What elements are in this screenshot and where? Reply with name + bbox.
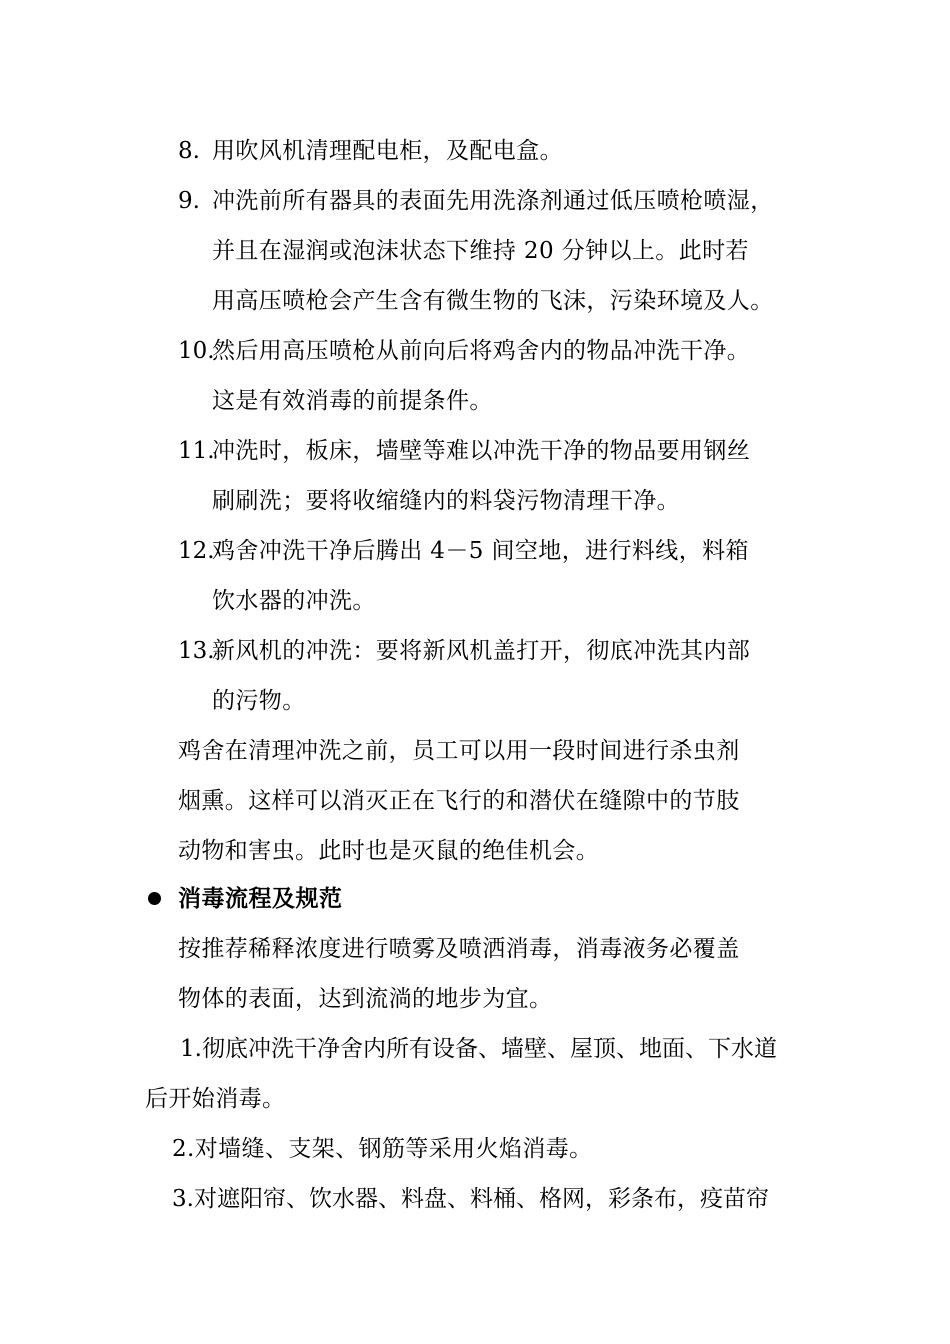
list-item-text: 刷刷洗；要将收缩缝内的料袋污物清理干净。 bbox=[212, 488, 680, 514]
step-line: 1.彻底冲洗干净舍内所有设备、墙壁、屋顶、地面、下水道 bbox=[180, 1036, 777, 1062]
list-item-text: 新风机的冲洗：要将新风机盖打开，彻底冲洗其内部 bbox=[212, 638, 751, 664]
step-line: 3.对遮阳帘、饮水器、料盘、料桶、格网，彩条布，疫苗帘 bbox=[172, 1186, 769, 1212]
list-item-text: 用高压喷枪会产生含有微生物的飞沫，污染环境及人。 bbox=[212, 288, 774, 314]
list-item-text: 用吹风机清理配电柜，及配电盒。 bbox=[212, 138, 563, 164]
list-number: 8. bbox=[178, 138, 200, 164]
bullet-icon bbox=[148, 892, 161, 905]
list-number: 12. bbox=[178, 538, 215, 564]
list-number: 13. bbox=[178, 638, 215, 664]
list-item-text: 并且在湿润或泡沫状态下维持 20 分钟以上。此时若 bbox=[212, 238, 749, 264]
list-number: 9. bbox=[178, 188, 200, 214]
list-item-text: 的污物。 bbox=[212, 688, 306, 714]
section-intro-line: 按推荐稀释浓度进行喷雾及喷洒消毒，消毒液务必覆盖 bbox=[178, 936, 740, 962]
list-item-text: 冲洗时，板床，墙壁等难以冲洗干净的物品要用钢丝 bbox=[212, 438, 751, 464]
paragraph-line: 烟熏。这样可以消灭正在飞行的和潜伏在缝隙中的节肢 bbox=[178, 788, 740, 814]
list-number: 10. bbox=[178, 338, 215, 364]
section-title: 消毒流程及规范 bbox=[178, 885, 343, 912]
list-item-text: 然后用高压喷枪从前向后将鸡舍内的物品冲洗干净。 bbox=[212, 338, 751, 364]
list-item-text: 这是有效消毒的前提条件。 bbox=[212, 388, 493, 414]
list-item-text: 冲洗前所有器具的表面先用洗涤剂通过低压喷枪喷湿， bbox=[212, 188, 774, 214]
section-intro-line: 物体的表面，达到流淌的地步为宜。 bbox=[178, 986, 553, 1012]
paragraph-line: 鸡舍在清理冲洗之前，员工可以用一段时间进行杀虫剂 bbox=[178, 738, 740, 764]
step-line: 后开始消毒。 bbox=[145, 1086, 286, 1112]
list-number: 11. bbox=[178, 438, 215, 464]
step-line: 2.对墙缝、支架、钢筋等采用火焰消毒。 bbox=[172, 1136, 593, 1162]
paragraph-line: 动物和害虫。此时也是灭鼠的绝佳机会。 bbox=[178, 838, 600, 864]
list-item-text: 鸡舍冲洗干净后腾出 4－5 间空地，进行料线，料箱 bbox=[212, 538, 749, 564]
list-item-text: 饮水器的冲洗。 bbox=[212, 588, 376, 614]
